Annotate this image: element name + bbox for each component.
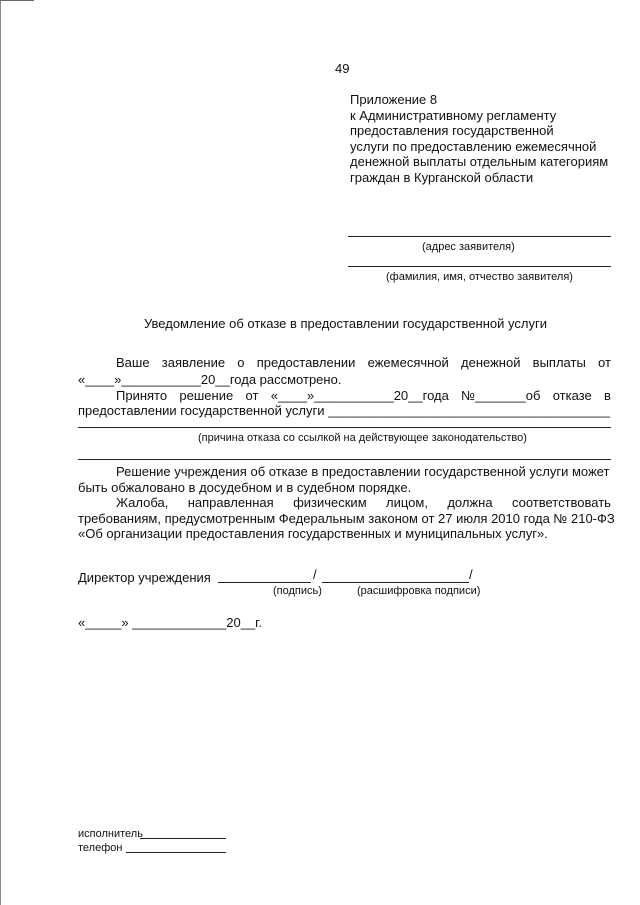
reason-caption: (причина отказа со ссылкой на действующее законодательство) xyxy=(198,432,527,444)
director-label: Директор учреждения xyxy=(78,570,211,585)
p1-line-2: «____»___________20__года рассмотрено. xyxy=(78,372,342,387)
name-field-line[interactable] xyxy=(348,266,611,267)
phone-label: телефон xyxy=(78,842,123,854)
p1-line-1: Ваше заявление о предоставлении ежемесячной денежной выплаты от xyxy=(116,355,611,370)
date-year[interactable]: 20__г. xyxy=(226,615,262,630)
annex-line-5: денежной выплаты отдельным категориям xyxy=(350,154,609,169)
p4-line-3: «Об организации предоставления государственных и муниципальных услуг». xyxy=(78,526,548,541)
annex-line-1: Приложение 8 xyxy=(350,92,438,107)
p2-line-2: предоставлении государственной услуги _______________________________________ xyxy=(78,403,611,418)
annex-line-2: к Административному регламенту xyxy=(350,107,557,123)
address-caption: (адрес заявителя) xyxy=(422,241,515,253)
reason-field-line-2[interactable] xyxy=(78,459,611,460)
signature-decode-line[interactable] xyxy=(322,582,469,583)
p3-line-2: быть обжаловано в досудебном и в судебном порядке. xyxy=(78,480,412,495)
name-caption: (фамилия, имя, отчество заявителя) xyxy=(386,271,573,283)
annex-line-3: предоставления государственной xyxy=(350,123,554,138)
executor-field-line[interactable] xyxy=(140,838,226,839)
p3-line-1: Решение учреждения об отказе в предоставлении государственной услуги может xyxy=(116,464,610,479)
p2-line-1: Принято решение от «____»___________20__года №_______об отказе в xyxy=(116,388,611,403)
p4-line-2: требованиям, предусмотренным Федеральным законом от 27 июля 2010 года № 210-ФЗ xyxy=(78,511,615,526)
scan-top-mark xyxy=(0,0,34,1)
annex-block xyxy=(350,92,608,185)
executor-label: исполнитель xyxy=(78,828,143,840)
phone-field-line[interactable] xyxy=(126,852,226,853)
signature-slash-1: / xyxy=(313,567,317,582)
page-number: 49 xyxy=(335,61,350,76)
annex-line-6: граждан в Курганской области xyxy=(350,169,534,185)
scan-edge xyxy=(0,0,1,905)
p4-line-1: Жалоба, направленная физическим лицом, должна соответствовать xyxy=(116,495,611,510)
date-day[interactable]: «_____» xyxy=(78,615,129,630)
decode-caption: (расшифровка подписи) xyxy=(357,585,481,597)
date-month[interactable]: _____________ xyxy=(132,615,227,630)
reason-field-line[interactable] xyxy=(78,427,611,428)
signature-line[interactable] xyxy=(218,582,311,583)
date-line xyxy=(78,615,262,630)
address-field-line[interactable] xyxy=(348,236,611,237)
annex-line-4: услуги по предоставлению ежемесячной xyxy=(350,138,597,154)
document-title: Уведомление об отказе в предоставлении государственной услуги xyxy=(144,316,547,331)
signature-slash-2: / xyxy=(469,567,473,582)
signature-caption: (подпись) xyxy=(273,585,322,597)
